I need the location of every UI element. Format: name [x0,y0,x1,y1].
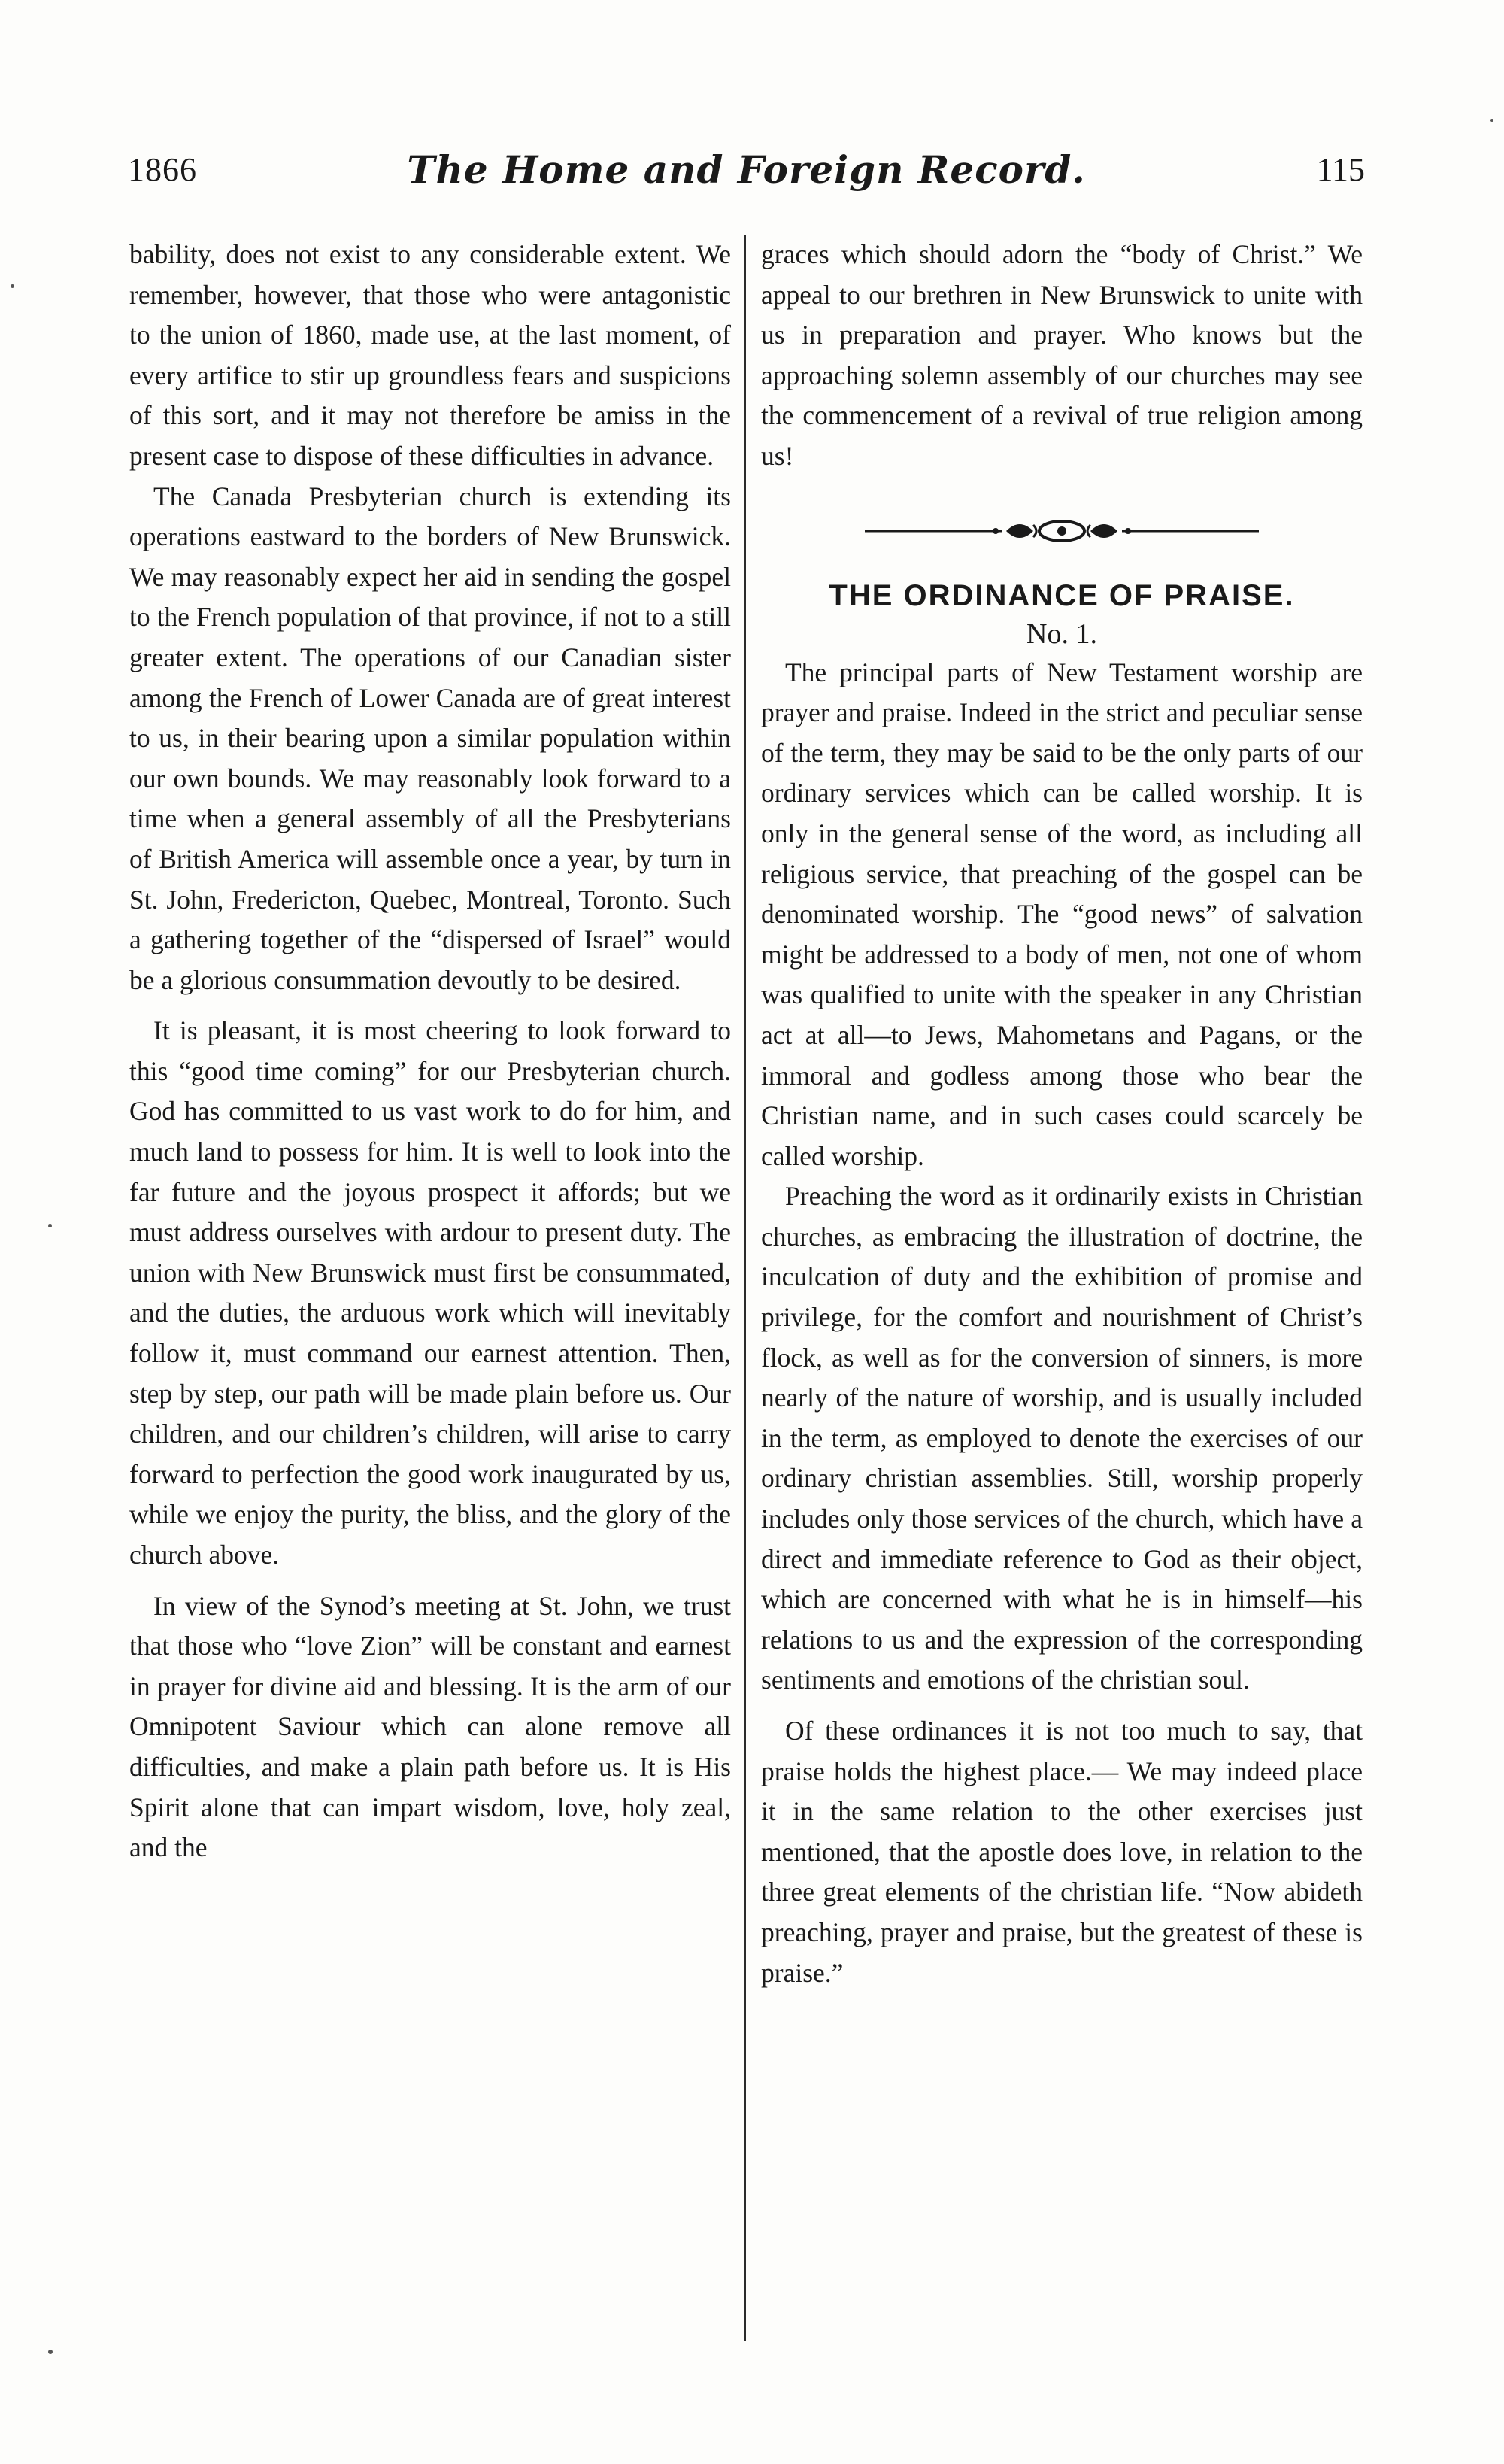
speck [48,1224,52,1227]
right-paragraph-2: Preaching the word as it ordinarily exists in Christian churches, as embracing the illustration of doctrine, the inculcation of duty and the exhibition of promise and privilege, for the comfort and nourishment of Christ’s flock, as well as for the conversion of sinners, is more nearly of the nature of worship, and is usually included in the term, as employed to denote the exercises of our ordinary christian assemblies. Still, worship properly includes only those services of the church, which have a direct and immediate reference to God as their object, which are concerned with what he is in himself—his relations to us and the expression of the corresponding sentiments and emotions of the christian soul. [761,1181,1363,1695]
right-column [761,235,1363,1993]
left-paragraph-4: In view of the Synod’s meeting at St. John, we trust that those who “love Zion” will be constant and earnest in prayer for divine aid and blessing. It is the arm of our Omnipotent Saviour which can alone remove all difficulties, and make a plain path before us. It is His Spirit alone that can impart wisdom, love, holy zeal, and the [129,1590,731,1863]
right-paragraph-1: The principal parts of New Testament worship are prayer and praise. Indeed in the strict and peculiar sense of the term, they may be said to be the only parts of our ordinary services which can be called worship. It is only in the general sense of the word, as including all religious service, that preaching of the gospel can be denominated worship. The “good news” of salvation might be addressed to a body of men, not one of whom was qualified to unite with the speaker in any Christian act at all—to Jews, Mahometans and Pagans, or the immoral and godless among those who bear the Christian name, and in such cases could scarcely be called worship. [761,657,1363,1171]
left-paragraph-1: bability, does not exist to any considerable extent. We remember, however, that those who were antagonistic to the union of 1860, made use, at the last moment, of every artifice to stir up groundless fears and suspicions of this sort, and it may not therefore be amiss in the present case to dispose of these difficulties in advance. [129,239,731,471]
running-header [128,147,1365,211]
left-column [129,235,731,1868]
column-divider [744,235,746,2341]
speck [1490,119,1493,122]
journal-title: The Home and Foreign Record. [407,147,1086,192]
right-paragraph-3: Of these ordinances it is not too much to say, that praise holds the highest place.— We may indeed place it in the same relation to the other exercises just mentioned, that the apostle does love, in relation to the three great elements of the christian life. “Now abideth preaching, prayer and praise, but the greatest of these is praise.” [761,1716,1363,1988]
ornamental-divider-icon [859,516,1265,546]
right-intro-paragraph: graces which should adorn the “body of Christ.” We appeal to our brethren in New Brunswick to unite with us in preparation and prayer. Who knows but the approaching solemn assembly of our churches may see the commencement of a revival of true religion among us! [761,239,1363,471]
section-number: No. 1. [1026,618,1097,650]
page-number: 115 [1316,151,1365,188]
left-paragraph-2: The Canada Presbyterian church is extending its operations eastward to the borders of New Brunswick. We may reasonably expect her aid in sending the gospel to the French population of that province, if not to a still greater extent. The operations of our Canadian sister among the French of Lower Canada are of great interest to us, in their bearing upon a similar population within our own bounds. We may reasonably look forward to a time when a general assembly of all the Presbyterians of British America will assemble once a year, by turn in St. John, Fredericton, Quebec, Montreal, Toronto. Such a gathering together of the “dispersed of Israel” would be a glorious consummation devoutly to be desired. [129,481,731,995]
speck [11,284,14,288]
section-title: THE ORDINANCE OF PRAISE. [829,578,1295,612]
header-year: 1866 [128,151,197,188]
speck [48,2350,53,2354]
left-paragraph-3: It is pleasant, it is most cheering to look forward to this “good time coming” for our Presbyterian church. God has committed to us vast work to do for him, and much land to possess for him. It is well to look into the far future and the joyous prospect it affords; but we must address ourselves with ardour to present duty. The union with New Brunswick must first be consummated, and the duties, the arduous work which will inevitably follow it, must command our earnest attention. Then, step by step, our path will be made plain before us. Our children, and our children’s children, will arise to carry forward to perfection the good work inaugurated by us, while we enjoy the purity, the bliss, and the glory of the church above. [129,1015,731,1570]
